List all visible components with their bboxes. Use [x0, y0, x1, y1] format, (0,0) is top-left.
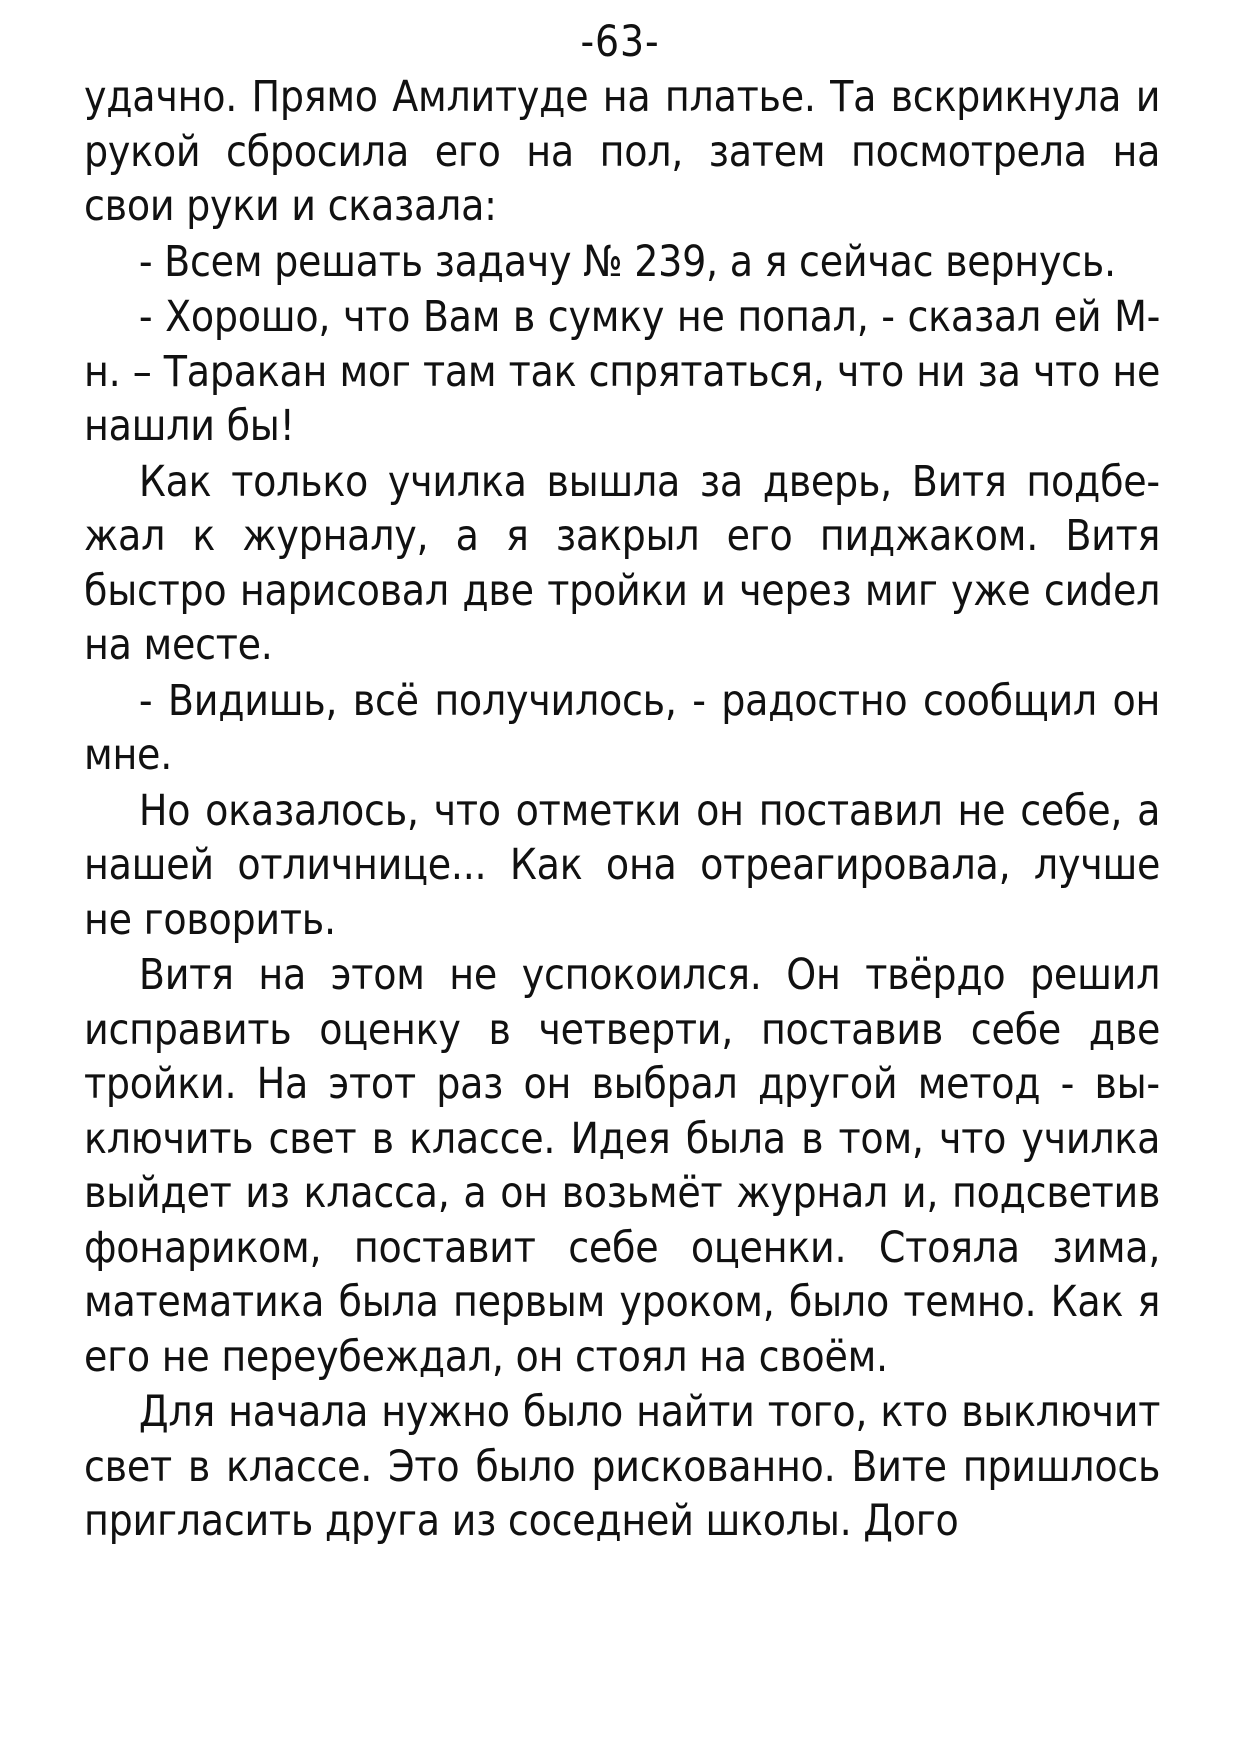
paragraph-6: Но оказалось, что отметки он поставил не себе, а нашей отличнице... Как она отреагировала, лучше не говорить.	[84, 785, 1161, 945]
paragraph-2: - Всем решать задачу № 239, а я сейчас вернусь.	[138, 236, 1116, 287]
page-number: -63-	[580, 17, 660, 67]
body-text	[84, 70, 1160, 1549]
paragraph-8: Для начала нужно было найти того, кто выключит свет в классе. Это было рискованно. Вите пришлось пригласить друга из соседней школы. Дого	[84, 1387, 1161, 1546]
paragraph-7: Витя на этом не успокоился. Он твёрдо решил исправить оценку в четверти, поставив себе две тройки. На этот раз он выбрал другой метод - выключить свет в классе. Идея была в том, что училка выйдет из класса, а он возьмёт журнал и, подсветив фонариком, поставит себе оценки. Стояла зима, математика была первым уроком, было темно. Как я его не переубеждал, он стоял на своём.	[84, 950, 1161, 1382]
paragraph-4: Как только училка вышла за дверь, Витя подбежал к журналу, а я закрыл его пиджаком. Витя быстро нарисовал две тройки и через миг уже сиdел на месте.	[84, 456, 1161, 670]
paragraph-5: - Видишь, всё получилось, - радостно сообщил он мне.	[84, 675, 1161, 780]
paragraph-1: удачно. Прямо Амлитуде на платье. Та вскрикнула и рукой сбросила его на пол, затем посмотрела на свои руки и сказала:	[84, 72, 1161, 231]
text-column	[84, 70, 1160, 1549]
paragraph-3: - Хорошо, что Вам в сумку не попал, - сказал ей М-н. – Таракан мог там так спрятаться, что ни за что не нашли бы!	[84, 292, 1161, 451]
